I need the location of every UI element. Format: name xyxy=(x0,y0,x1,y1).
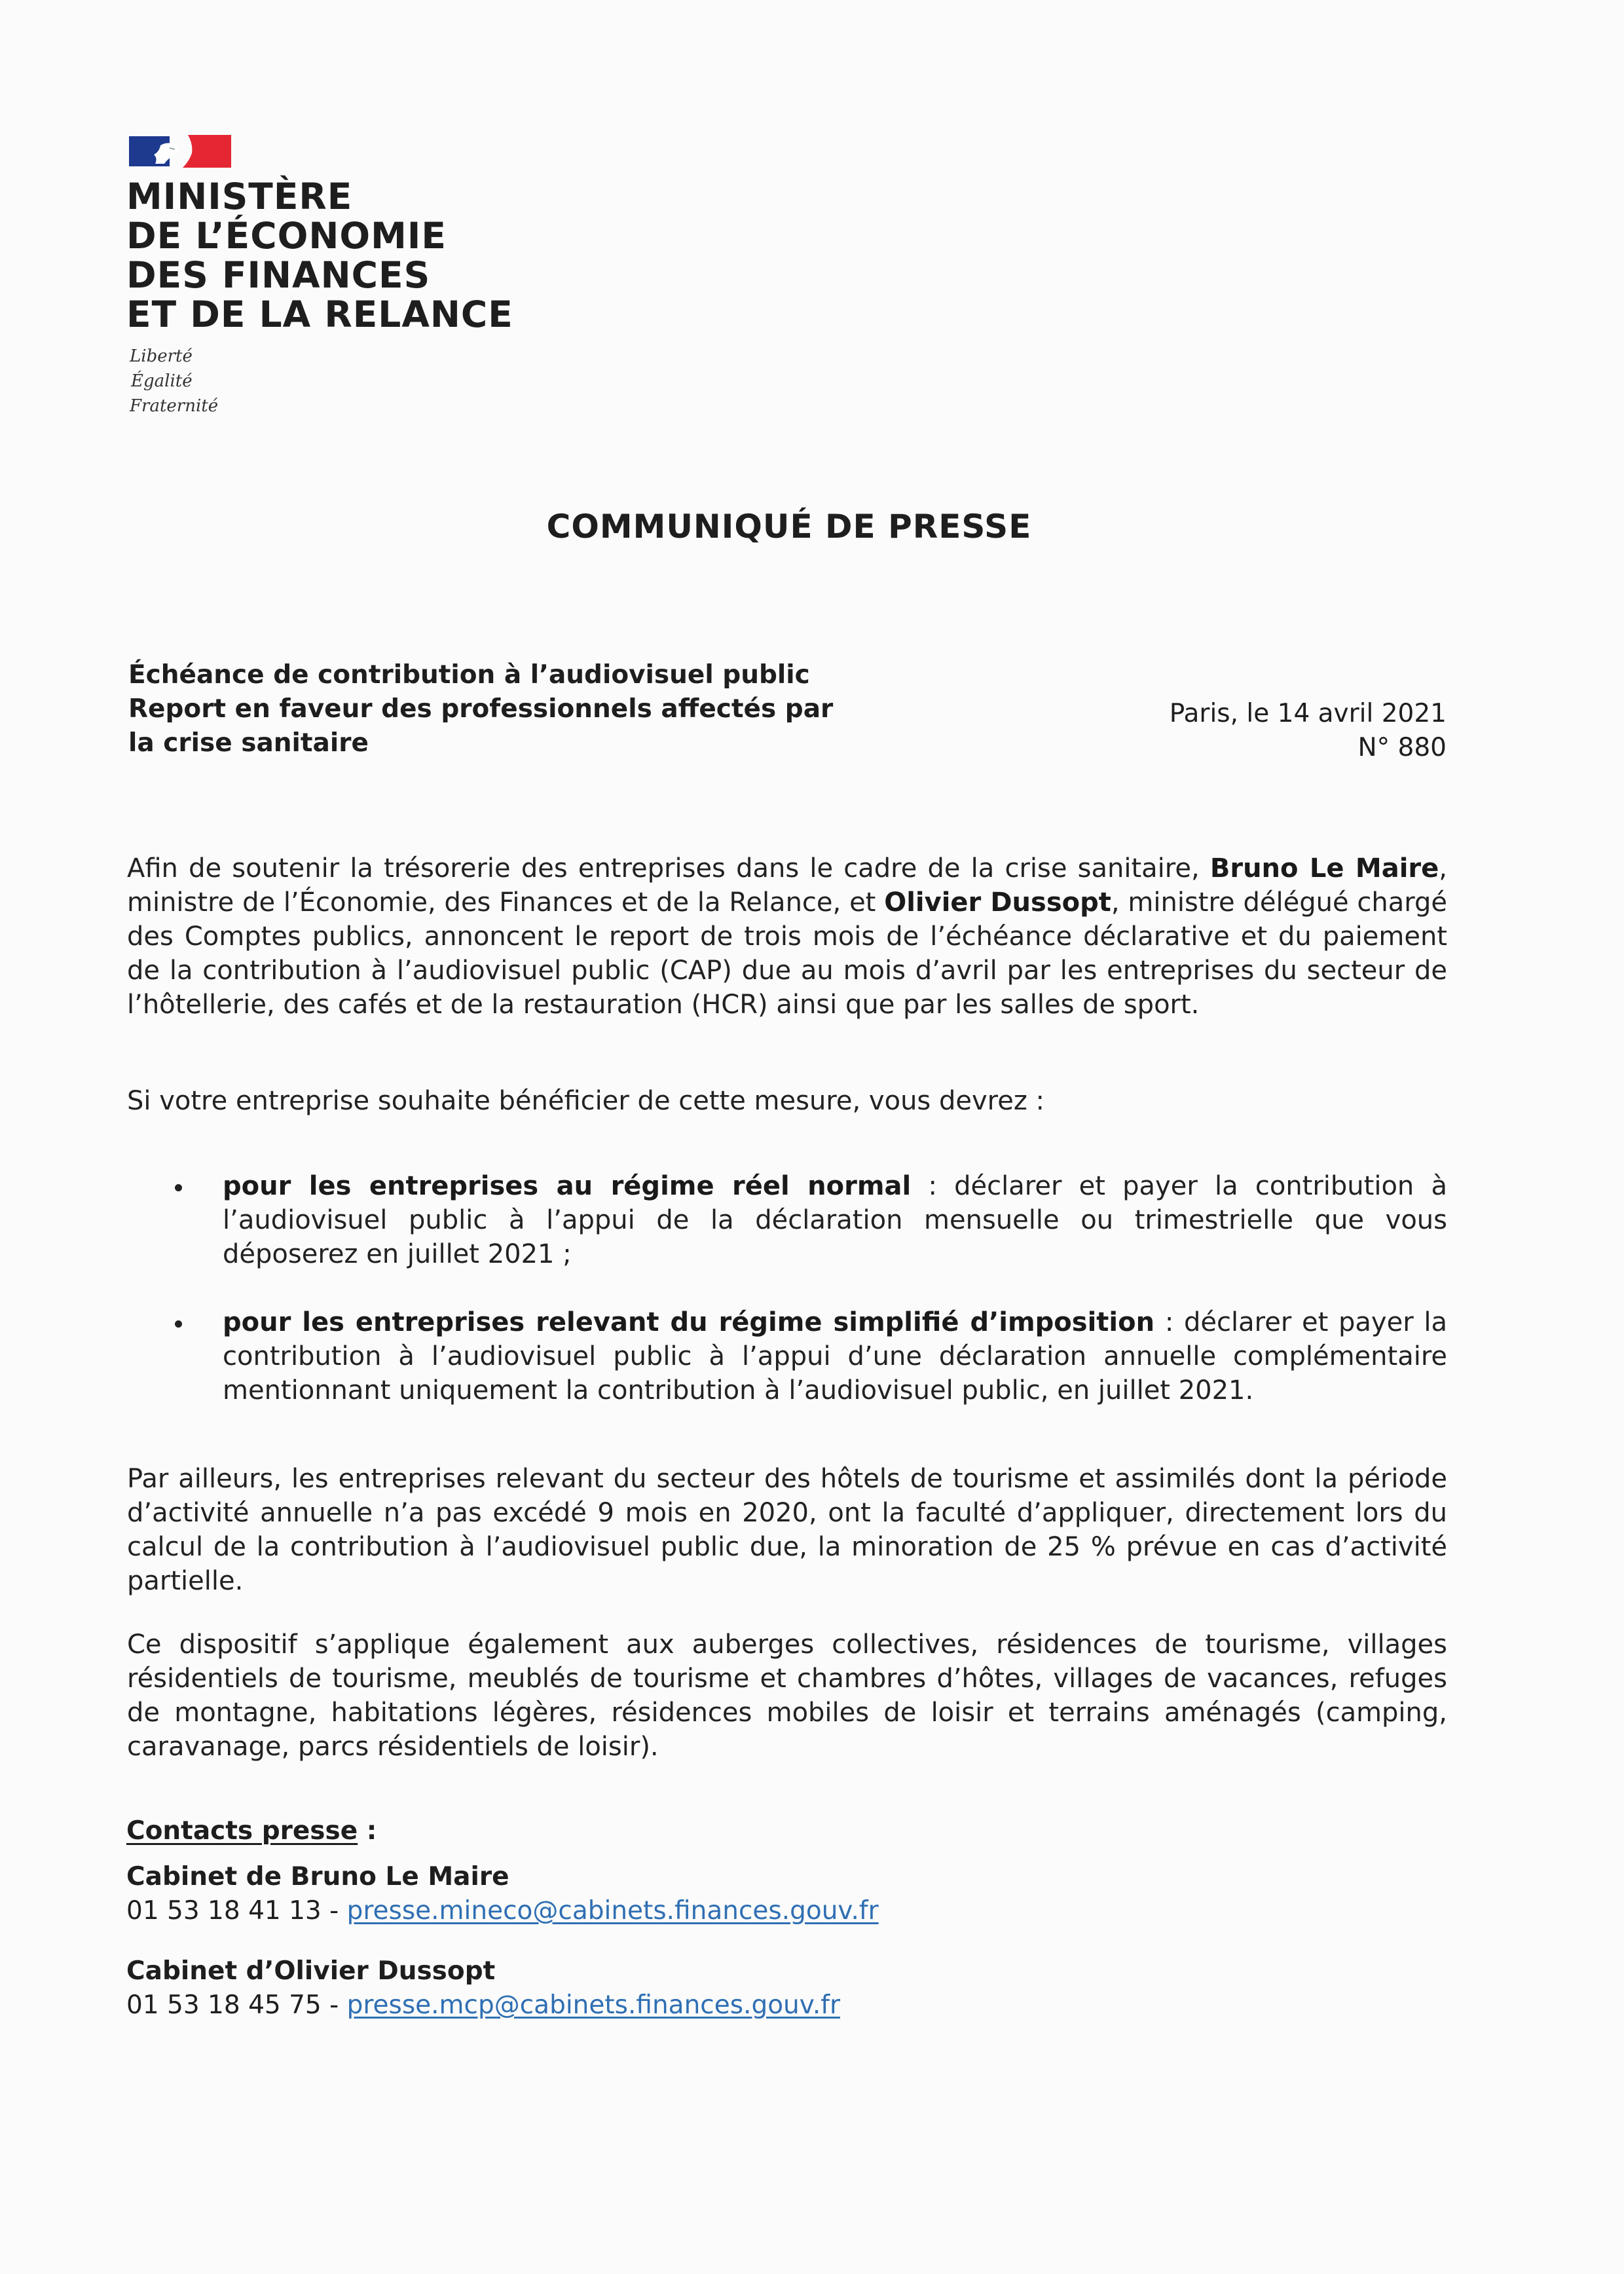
contacts-heading-text: Contacts presse xyxy=(126,1816,358,1846)
ministry-name xyxy=(126,177,513,334)
republic-motto xyxy=(130,344,218,419)
bullet-icon xyxy=(175,1184,182,1191)
contacts-heading-suffix: : xyxy=(358,1816,377,1846)
list-item-bold: pour les entreprises au régime réel normal xyxy=(223,1171,912,1201)
minister-name: Olivier Dussopt xyxy=(884,887,1111,918)
minister-name: Bruno Le Maire xyxy=(1209,853,1439,884)
ministry-line: DE L’ÉCONOMIE xyxy=(126,215,447,257)
motto-line: Liberté xyxy=(130,346,193,366)
list-item-bold: pour les entreprises relevant du régime simplifié d’imposition xyxy=(223,1307,1155,1337)
motto-line: Égalité xyxy=(131,371,193,391)
contact-cabinet: Cabinet d’Olivier Dussopt xyxy=(126,1956,496,1986)
paragraph-intro xyxy=(127,851,1447,1022)
paragraph-scope: Ce dispositif s’applique également aux auberges collectives, résidences de tourisme, villages résidentiels de tourisme, meublés de tourisme et chambres d’hôtes, villages de vacances, refuges de montagne, habitations légères, résidences mobiles de loisir et terrains aménagés (camping, caravanage, parcs résidentiels de loisir). xyxy=(127,1630,1447,1762)
contact-phone: 01 53 18 45 75 - xyxy=(126,1990,347,2020)
marianne-logo-icon xyxy=(129,135,231,168)
paragraph-hotels: Par ailleurs, les entreprises relevant du secteur des hôtels de tourisme et assimilés dont la période d’activité annuelle n’a pas excédé 9 mois en 2020, ont la faculté d’appliquer, directement lors du calcul de la contribution à l’audiovisuel public due, la minoration de 25 % prévue en cas d’activité partielle. xyxy=(127,1464,1447,1596)
bullet-icon xyxy=(175,1320,182,1328)
release-subject xyxy=(128,658,833,760)
list-item xyxy=(127,1169,1447,1271)
paragraph-text: , ministre délégué chargé des Comptes publics, annoncent le report de trois mois de l’échéance déclarative et du paiement de la contribution à l’audiovisuel public (CAP) due au mois d’avril par les entreprises du secteur de l’hôtellerie, des cafés et de la restauration (HCR) ainsi que par les salles de sport. xyxy=(127,887,1448,1020)
list-item-text: : déclarer et payer la contribution à l’audiovisuel public à l’appui d’une déclaration annuelle complémentaire mentionnant uniquement la contribution à l’audiovisuel public, en juillet 2021. xyxy=(223,1307,1447,1406)
ministry-line: MINISTÈRE xyxy=(126,176,353,217)
ministry-line: DES FINANCES xyxy=(126,254,431,296)
contact-line xyxy=(126,1894,879,1928)
paragraph-text: Afin de soutenir la trésorerie des entreprises dans le cadre de la crise sanitaire, xyxy=(127,853,1210,884)
release-number: N° 880 xyxy=(1357,733,1447,762)
place-date: Paris, le 14 avril 2021 xyxy=(1169,699,1447,728)
subject-line: Échéance de contribution à l’audiovisuel public xyxy=(128,660,810,690)
contact-cabinet: Cabinet de Bruno Le Maire xyxy=(126,1862,509,1892)
contact-phone: 01 53 18 41 13 - xyxy=(126,1896,347,1926)
contacts-heading xyxy=(126,1814,879,1848)
list-item-text: : déclarer et payer la contribution à l’audiovisuel public à l’appui de la déclaration mensuelle ou trimestrielle que vous déposerez en juillet 2021 ; xyxy=(223,1171,1448,1269)
ministry-line: ET DE LA RELANCE xyxy=(126,293,513,335)
subject-line: Report en faveur des professionnels affectés par xyxy=(128,694,834,724)
list-item xyxy=(127,1305,1447,1407)
contact-email-link[interactable]: presse.mineco@cabinets.finances.gouv.fr xyxy=(346,1896,879,1926)
contact-line xyxy=(126,1988,879,2022)
paragraph-measure-intro: Si votre entreprise souhaite bénéficier de cette mesure, vous devrez : xyxy=(127,1086,1045,1116)
paragraph-text: , ministre de l’Économie, des Finances et de la Relance, et xyxy=(127,853,1447,918)
motto-line: Fraternité xyxy=(130,396,219,416)
subject-line: la crise sanitaire xyxy=(128,728,369,758)
contact-email-link[interactable]: presse.mcp@cabinets.finances.gouv.fr xyxy=(346,1990,840,2020)
measure-list xyxy=(127,1169,1447,1407)
page-title: COMMUNIQUÉ DE PRESSE xyxy=(546,508,1032,546)
release-meta xyxy=(1170,697,1447,765)
press-contacts xyxy=(126,1814,879,2022)
